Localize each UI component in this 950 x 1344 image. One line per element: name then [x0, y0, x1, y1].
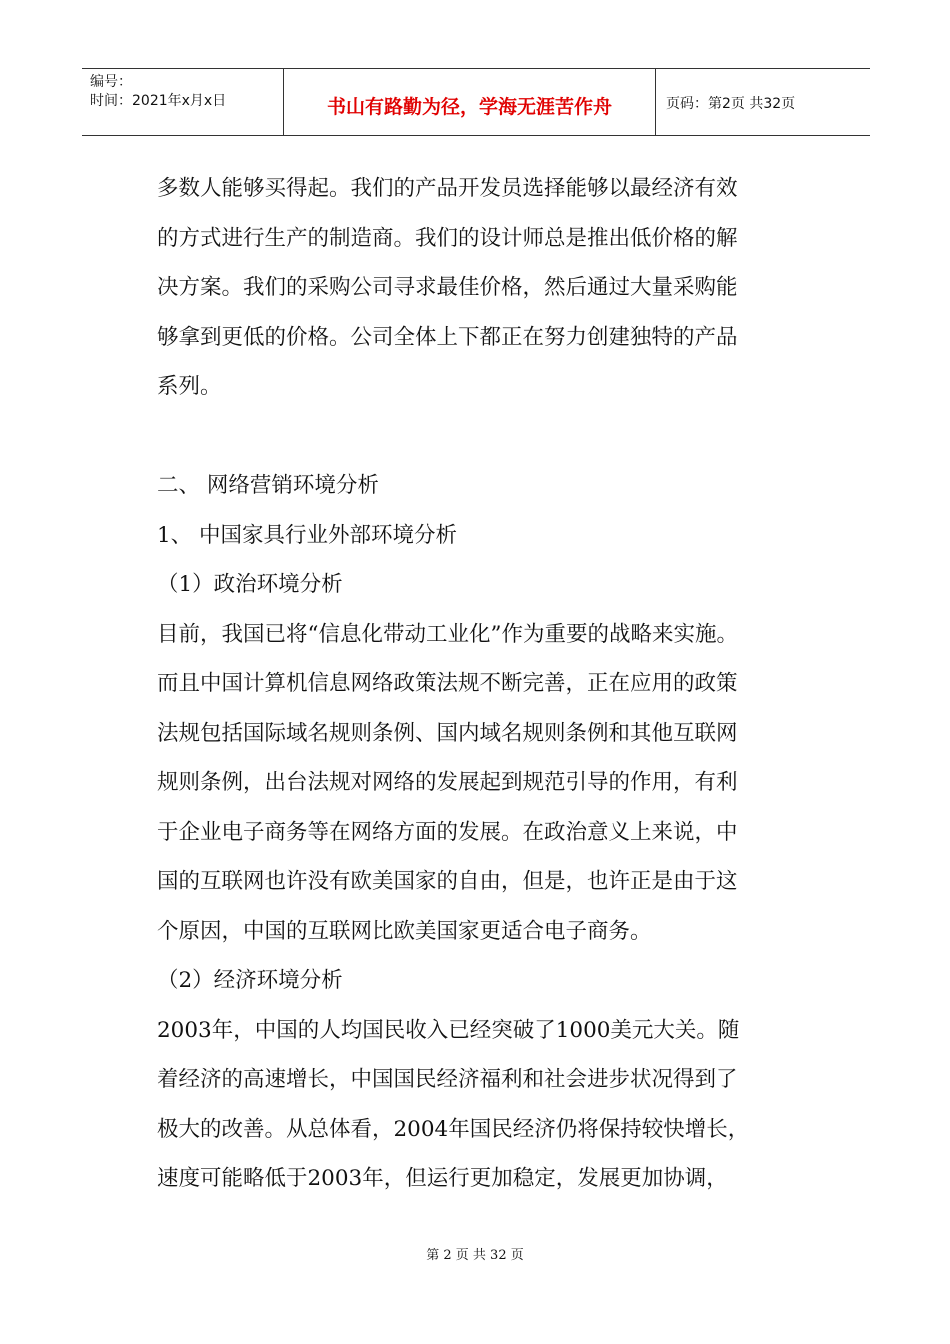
body-line: 国的互联网也许没有欧美国家的自由，但是，也许正是由于这: [157, 869, 738, 894]
body-line: 法规包括国际域名规则条例、国内域名规则条例和其他互联网: [157, 720, 738, 746]
document-number-label: 编号：: [90, 74, 132, 90]
body-line: 极大的改善。从总体看，2004年国民经济仍将保持较快增长，: [157, 1116, 750, 1142]
body-line: 系列。: [157, 374, 222, 399]
header-motto-cell: [284, 69, 656, 135]
body-blank-line: [157, 412, 817, 462]
document-header: [82, 68, 870, 136]
subsubsection-heading: （2）经济环境分析: [157, 968, 343, 993]
body-line: 个原因，中国的互联网比欧美国家更适合电子商务。: [157, 918, 652, 944]
page-footer: [0, 1244, 950, 1263]
header-meta-cell: [82, 69, 284, 135]
body-line: 目前，我国已将“信息化带动工业化”作为重要的战略来实施。: [157, 621, 738, 647]
body-line: 多数人能够买得起。我们的产品开发员选择能够以最经济有效: [157, 176, 738, 201]
body-line: 2003年，中国的人均国民收入已经突破了1000美元大关。随: [157, 1017, 740, 1043]
header-page-cell: [656, 69, 870, 135]
body-line: 速度可能略低于2003年，但运行更加稳定，发展更加协调，: [157, 1166, 728, 1191]
document-time-label: 时间：2021年x月x日: [90, 93, 227, 109]
body-line: 而且中国计算机信息网络政策法规不断完善，正在应用的政策: [157, 671, 738, 696]
body-line: 决方案。我们的采购公司寻求最佳价格，然后通过大量采购能: [157, 275, 738, 300]
body-line: 着经济的高速增长，中国国民经济福利和社会进步状况得到了: [157, 1067, 738, 1092]
body-line: 的方式进行生产的制造商。我们的设计师总是推出低价格的解: [157, 225, 738, 251]
footer-page-number: 第 2 页 共 32 页: [426, 1248, 524, 1263]
body-line: 够拿到更低的价格。公司全体上下都正在努力创建独特的产品: [157, 324, 738, 350]
body-line: 规则条例，出台法规对网络的发展起到规范引导的作用，有利: [157, 770, 738, 795]
subsection-heading: 1、 中国家具行业外部环境分析: [157, 522, 458, 548]
body-line: 于企业电子商务等在网络方面的发展。在政治意义上来说，中: [157, 819, 738, 845]
section-heading: 二、 网络营销环境分析: [157, 473, 379, 498]
header-motto: 书山有路勤为径，学海无涯苦作舟: [326, 95, 612, 118]
header-page-info: 页码：第2页 共32页: [666, 96, 796, 112]
document-body: [157, 164, 817, 1204]
subsubsection-heading: （1）政治环境分析: [157, 572, 343, 597]
